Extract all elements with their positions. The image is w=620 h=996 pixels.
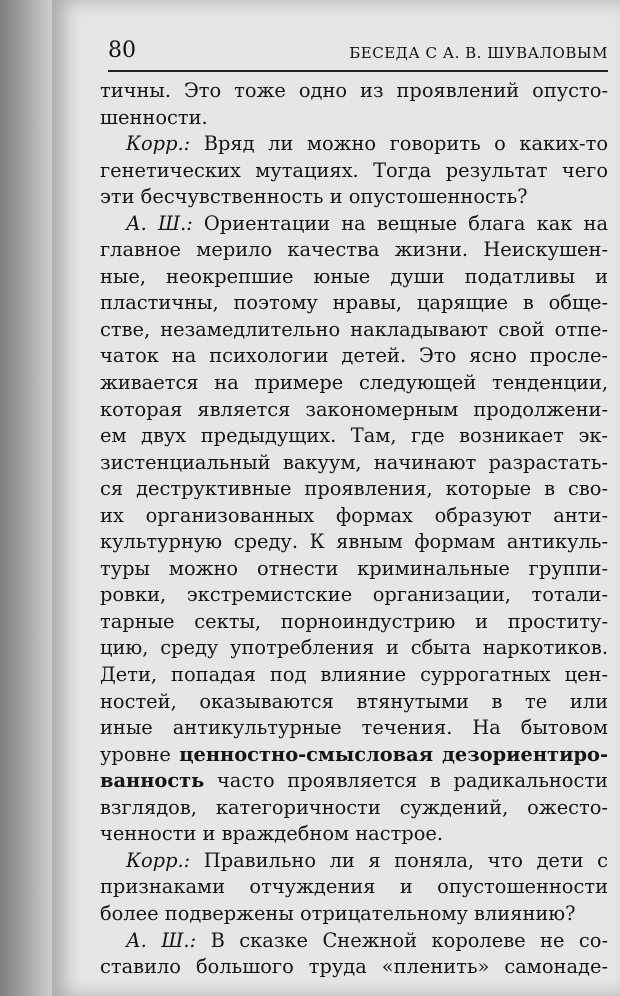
- body-text: [100, 78, 608, 981]
- line-text: более подвержены отрицательному влиянию?: [100, 901, 576, 925]
- line-text: пластичны, поэтому нравы, царящие в обще-: [100, 291, 608, 315]
- text-line: [100, 662, 608, 689]
- paragraph: [100, 211, 608, 848]
- line-text: цию, среду употребления и сбыта наркотиков.: [100, 636, 608, 660]
- text-line: [100, 635, 608, 662]
- text-line: [100, 529, 608, 556]
- text-line: [100, 184, 608, 211]
- line-text: Правильно ли я поняла, что дети с: [190, 848, 608, 872]
- text-line: [100, 290, 608, 317]
- speaker-label: А. Ш.:: [126, 211, 193, 235]
- line-text: главное мерило качества жизни. Неискушен-: [100, 238, 608, 262]
- line-text: взглядов, категоричности суждений, ожесто-: [100, 795, 608, 819]
- line-text: генетических мутациях. Тогда результат чего: [100, 158, 608, 182]
- line-text: туры можно отнести криминальные группи-: [100, 556, 608, 580]
- text-line: [100, 423, 608, 450]
- text-line: [100, 848, 608, 875]
- text-line: [100, 343, 608, 370]
- line-text: Дети, попадая под влияние суррогатных цен-: [100, 663, 608, 687]
- line-text: стве, незамедлительно накладывают свой отпе-: [100, 317, 608, 341]
- book-spine-shadow: [0, 0, 52, 996]
- line-text: ем двух предыдущих. Там, где возникает эк-: [100, 424, 608, 448]
- line-text: шенности.: [100, 105, 208, 129]
- text-line: [100, 768, 608, 795]
- text-line: [100, 795, 608, 822]
- speaker-label: А. Ш.:: [126, 928, 197, 952]
- text-line: [100, 397, 608, 424]
- text-line: [100, 821, 608, 848]
- running-title: БЕСЕДА С А. В. ШУВАЛОВЫМ: [349, 44, 608, 62]
- speaker-label: Корр.:: [126, 848, 191, 872]
- paragraph: [100, 131, 608, 211]
- text-line: [100, 370, 608, 397]
- line-text: эти бесчувственность и опустошенность?: [100, 185, 528, 209]
- page-number: 80: [108, 38, 136, 63]
- text-line: [100, 158, 608, 185]
- bold-term: ценностно-смысловая дезориентиро-: [179, 742, 608, 766]
- line-text: ся деструктивные проявления, которые в сво-: [100, 477, 608, 501]
- line-text: Ориентации на вещные блага как на: [192, 211, 609, 235]
- line-text: уровне: [100, 742, 180, 766]
- text-line: [100, 954, 608, 981]
- text-line: [100, 609, 608, 636]
- line-text: которая является закономерным продолжени-: [100, 397, 608, 421]
- line-text: В сказке Снежной королеве не со-: [196, 928, 608, 952]
- speaker-label: Корр.:: [126, 132, 191, 156]
- line-text: тичны. Это тоже одно из проявлений опусто-: [100, 79, 608, 102]
- text-line: [100, 689, 608, 716]
- paragraph: [100, 928, 608, 981]
- line-text: ставило большого труда «пленить» самонаде-: [100, 955, 608, 979]
- text-line: [100, 131, 608, 158]
- line-text: иные антикультурные течения. На бытовом: [100, 716, 608, 740]
- line-text: Вряд ли можно говорить о каких-то: [190, 132, 608, 156]
- paragraph: [100, 848, 608, 928]
- line-text: зистенциальный вакуум, начинают разрастать-: [100, 450, 608, 474]
- text-line: [100, 503, 608, 530]
- text-line: [100, 264, 608, 291]
- line-text: живается на примере следующей тенденции,: [100, 371, 608, 395]
- line-text: тарные секты, порноиндустрию и проститу-: [100, 609, 608, 633]
- line-text: чаток на психологии детей. Это ясно просле-: [100, 344, 608, 368]
- paragraph: [100, 78, 608, 131]
- text-line: [100, 715, 608, 742]
- text-line: [100, 105, 608, 132]
- running-header: [108, 36, 608, 72]
- text-line: [100, 874, 608, 901]
- text-line: [100, 317, 608, 344]
- text-line: [100, 476, 608, 503]
- book-page: [52, 0, 620, 996]
- text-line: [100, 450, 608, 477]
- text-line: [100, 928, 608, 955]
- line-text: культурную среду. К явным формам антикуль-: [100, 530, 608, 554]
- line-text: ные, неокрепшие юные души податливы и: [100, 264, 608, 288]
- line-text: их организованных формах образуют анти-: [100, 503, 608, 527]
- line-text: часто проявляется в радикальности: [204, 769, 608, 793]
- text-line: [100, 556, 608, 583]
- text-line: [100, 211, 608, 238]
- text-line: [100, 237, 608, 264]
- line-text: ровки, экстремистские организации, тотали-: [100, 583, 608, 607]
- text-line: [100, 78, 608, 105]
- text-line: [100, 901, 608, 928]
- text-line: [100, 582, 608, 609]
- line-text: ченности и враждебном настрое.: [100, 822, 444, 846]
- line-text: признаками отчуждения и опустошенности: [100, 875, 608, 899]
- line-text: ностей, оказываются втянутыми в те или: [100, 689, 608, 713]
- bold-term: ванность: [100, 769, 205, 793]
- text-line: [100, 742, 608, 769]
